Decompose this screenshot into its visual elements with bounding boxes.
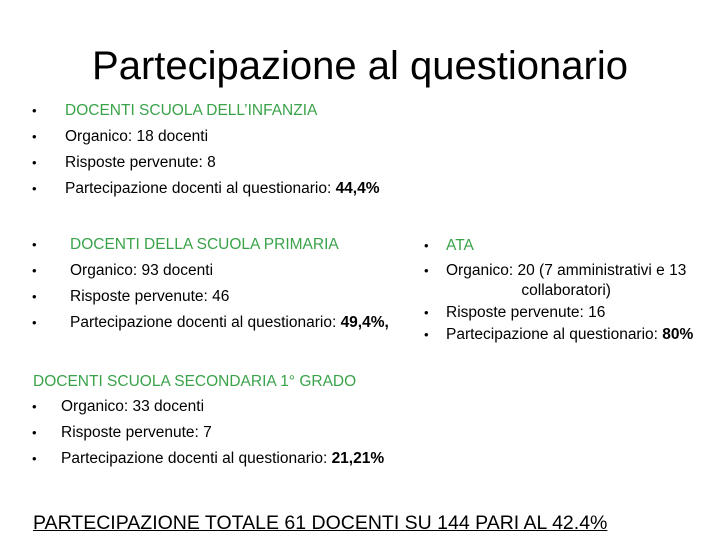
secondaria-organico: Organico: 33 docenti [61, 398, 205, 415]
bullet-icon: • [32, 103, 37, 118]
secondaria-partecipazione [61, 446, 384, 472]
primaria-heading: DOCENTI DELLA SCUOLA PRIMARIA [70, 236, 339, 253]
secondaria-partecipazione-value: 21,21% [331, 450, 385, 467]
ata-risposte: Risposte pervenute: 16 [446, 304, 606, 321]
secondaria-risposte: Risposte pervenute: 7 [61, 424, 212, 441]
bullet-icon: • [32, 237, 37, 252]
infanzia-organico: Organico: 18 docenti [65, 128, 209, 145]
primaria-partecipazione-label: Partecipazione docenti al questionario: [70, 314, 341, 331]
infanzia-partecipazione-label: Partecipazione docenti al questionario: [65, 180, 336, 197]
ata-list [424, 234, 720, 346]
infanzia-partecipazione [65, 176, 380, 202]
ata-organico-line2: collaboratori) [521, 282, 611, 299]
slide-title: Partecipazione al questionario [92, 44, 628, 88]
ata-heading: ATA [446, 237, 474, 254]
primaria-partecipazione-value: 49,4%, [340, 314, 389, 331]
primaria-organico: Organico: 93 docenti [70, 262, 214, 279]
ata-organico-item [424, 258, 720, 302]
ata-partecipazione-value: 80% [662, 326, 694, 343]
bullet-icon: • [424, 305, 429, 320]
bullet-icon: • [424, 238, 429, 253]
bullet-icon: • [424, 263, 429, 278]
primaria-partecipazione [70, 310, 389, 336]
bullet-icon: • [32, 451, 37, 466]
infanzia-heading: DOCENTI SCUOLA DELL’INFANZIA [65, 102, 318, 119]
bullet-icon: • [424, 327, 429, 342]
ata-risposte-item [424, 302, 720, 324]
secondaria-partecipazione-label: Partecipazione docenti al questionario: [61, 450, 332, 467]
primaria-risposte: Risposte pervenute: 46 [70, 288, 230, 305]
ata-partecipazione-label: Partecipazione al questionario: [446, 326, 663, 343]
bullet-icon: • [32, 425, 37, 440]
bullet-icon: • [32, 289, 37, 304]
bullet-icon: • [32, 315, 37, 330]
ata-partecipazione-item [424, 324, 720, 346]
total-participation: PARTECIPAZIONE TOTALE 61 DOCENTI SU 144 PARI AL 42.4% [33, 512, 608, 534]
ata-partecipazione [446, 324, 693, 346]
ata-organico [446, 261, 686, 301]
secondaria-heading: DOCENTI SCUOLA SECONDARIA 1° GRADO [33, 373, 357, 390]
ata-organico-line1: Organico: 20 (7 amministrativi e 13 [446, 262, 687, 279]
infanzia-risposte: Risposte pervenute: 8 [65, 154, 216, 171]
ata-heading-item [424, 234, 720, 258]
bullet-icon: • [32, 155, 37, 170]
infanzia-partecipazione-value: 44,4% [335, 180, 380, 197]
bullet-icon: • [32, 263, 37, 278]
bullet-icon: • [32, 129, 37, 144]
bullet-icon: • [32, 181, 37, 196]
bullet-icon: • [32, 399, 37, 414]
